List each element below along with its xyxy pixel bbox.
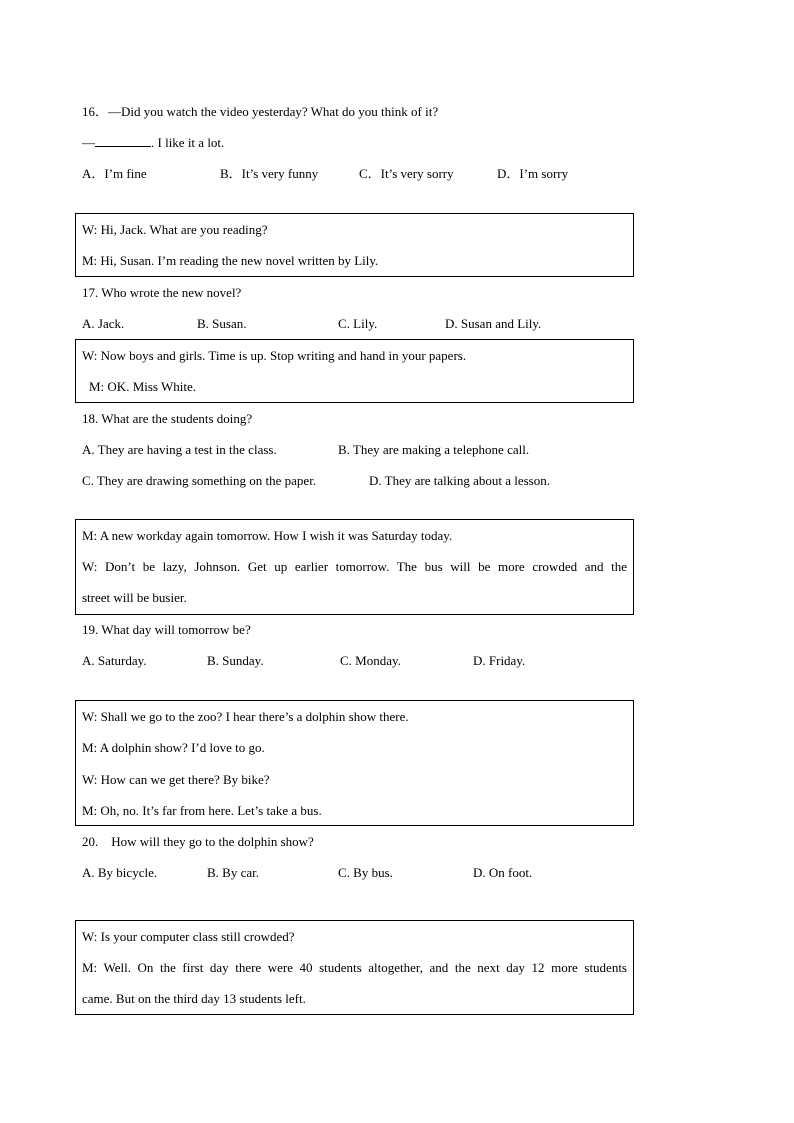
q19-option-b: B. Sunday.: [207, 653, 264, 668]
q16-option-d: D．I’m sorry: [497, 166, 569, 181]
dialog19-line-3: street will be busier.: [82, 590, 187, 605]
dialog20-line-2: M: A dolphin show? I’d love to go.: [82, 740, 265, 755]
q16-answer-prefix: —: [82, 135, 95, 150]
q17-option-a: A. Jack.: [82, 316, 125, 331]
q20-option-c: C. By bus.: [338, 865, 393, 880]
q17-option-c: C. Lily.: [338, 316, 378, 331]
dialog18-line-1: W: Now boys and girls. Time is up. Stop writing and hand in your papers.: [82, 348, 467, 363]
dialog21-line-1: W: Is your computer class still crowded?: [82, 929, 295, 944]
dialog17-line-1: W: Hi, Jack. What are you reading?: [82, 222, 268, 237]
q18-option-c: C. They are drawing something on the paper.: [82, 473, 317, 488]
dialog20-line-1: W: Shall we go to the zoo? I hear there’s a dolphin show there.: [82, 709, 409, 724]
dialog18-line-2: M: OK. Miss White.: [89, 379, 197, 394]
dialog19-line-2: W: Don’t be lazy, Johnson. Get up earlier tomorrow. The bus will be more crowded and the: [82, 559, 627, 574]
q20-question: 20. How will they go to the dolphin show?: [82, 834, 314, 849]
dialog21-line-2: M: Well. On the first day there were 40 students altogether, and the next day 12 more students: [82, 960, 627, 975]
q20-option-b: B. By car.: [207, 865, 259, 880]
q19-option-c: C. Monday.: [340, 653, 401, 668]
q18-question: 18. What are the students doing?: [82, 411, 253, 426]
q19-option-d: D. Friday.: [473, 653, 526, 668]
dialog-box-19: [75, 519, 634, 615]
q16-answer-line: [82, 135, 224, 151]
dialog17-line-2: M: Hi, Susan. I’m reading the new novel written by Lily.: [82, 253, 379, 268]
q17-option-d: D. Susan and Lily.: [445, 316, 542, 331]
q16-option-c: C．It’s very sorry: [359, 166, 454, 181]
dialog-box-18: [75, 339, 634, 403]
dialog-box-20: [75, 700, 634, 826]
dialog21-line-3: came. But on the third day 13 students left.: [82, 991, 306, 1006]
dialog20-line-4: M: Oh, no. It’s far from here. Let’s take a bus.: [82, 803, 322, 818]
q16-option-b: B．It’s very funny: [220, 166, 319, 181]
q16-blank: [95, 135, 151, 147]
dialog-box-21: [75, 920, 634, 1015]
q20-option-d: D. On foot.: [473, 865, 533, 880]
q18-option-b: B. They are making a telephone call.: [338, 442, 530, 457]
q16-option-a: A．I’m fine: [82, 166, 147, 181]
q20-option-a: A. By bicycle.: [82, 865, 158, 880]
q19-option-a: A. Saturday.: [82, 653, 147, 668]
dialog-box-17: [75, 213, 634, 277]
q16-question: 16．—Did you watch the video yesterday? What do you think of it?: [82, 104, 439, 119]
q16-answer-suffix: . I like it a lot.: [151, 135, 225, 150]
q17-question: 17. Who wrote the new novel?: [82, 285, 242, 300]
q17-option-b: B. Susan.: [197, 316, 247, 331]
q18-option-d: D. They are talking about a lesson.: [369, 473, 550, 488]
q19-question: 19. What day will tomorrow be?: [82, 622, 251, 637]
dialog19-line-1: M: A new workday again tomorrow. How I wish it was Saturday today.: [82, 528, 453, 543]
q18-option-a: A. They are having a test in the class.: [82, 442, 277, 457]
dialog20-line-3: W: How can we get there? By bike?: [82, 772, 270, 787]
